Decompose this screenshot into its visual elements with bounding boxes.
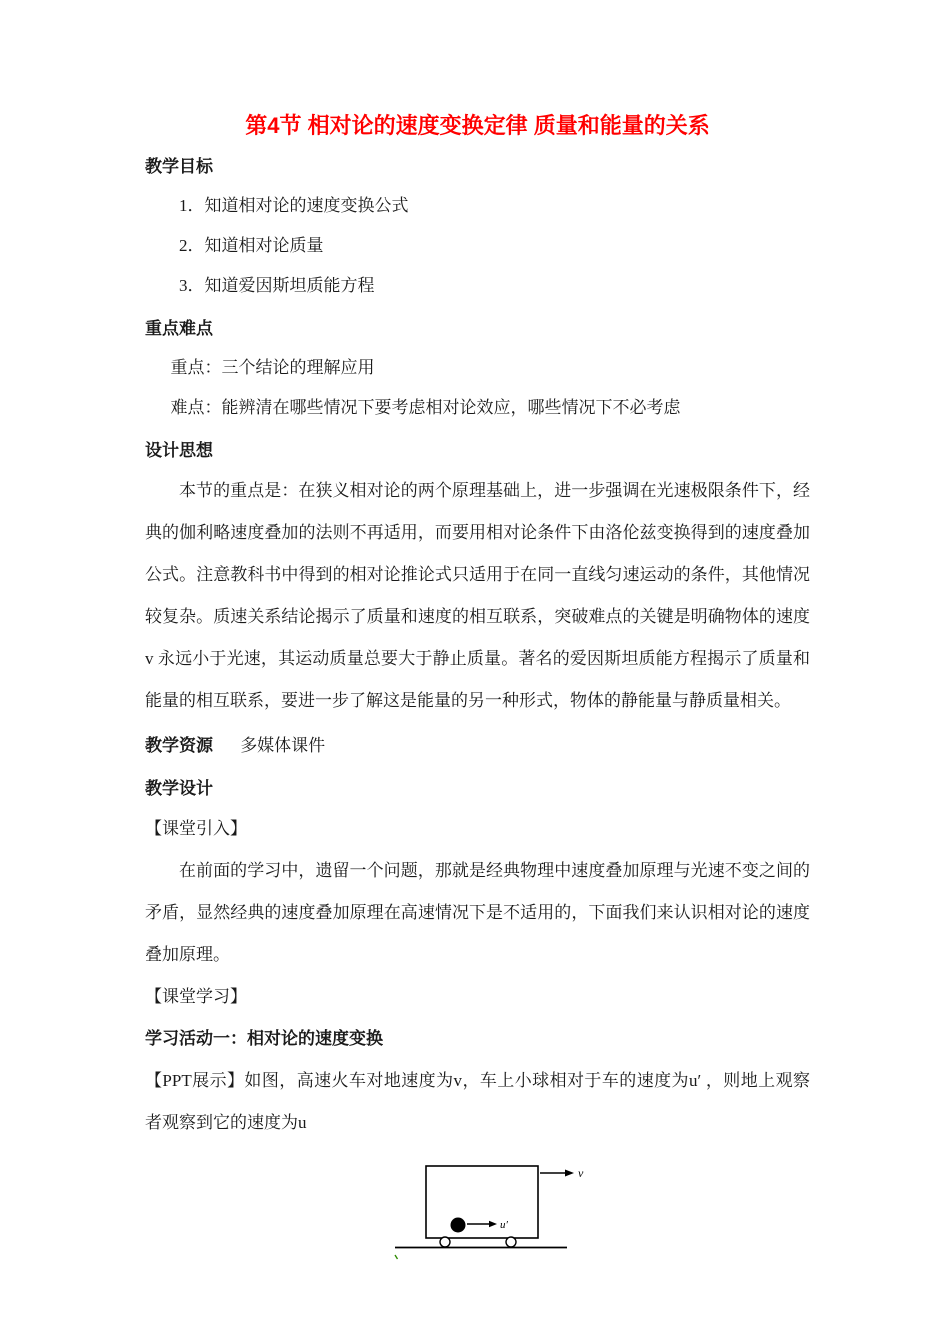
resources-row — [145, 726, 810, 766]
goal-item-2: 2．知道相对论质量 — [179, 236, 324, 255]
intro-paragraph: 在前面的学习中，遗留一个问题，那就是经典物理中速度叠加原理与光速不变之间的矛盾，显然经典的速度叠加原理在高速情况下是不适用的，下面我们来认识相对论的速度叠加原理。 — [145, 861, 810, 964]
stray-tick-mark — [395, 1255, 398, 1259]
train-wheel-right — [506, 1237, 516, 1247]
keypoint-item-2: 难点：能辨清在哪些情况下要考虑相对论效应，哪些情况下不必考虑 — [170, 398, 681, 417]
train-figure-svg — [393, 1158, 603, 1266]
train-speed-label: v — [578, 1166, 584, 1180]
train-velocity-arrowhead — [565, 1170, 574, 1177]
design-paragraph: 本节的重点是：在狭义相对论的两个原理基础上，进一步强调在光速极限条件下，经典的伽利略速度叠加的法则不再适用，而要用相对论条件下由洛伦兹变换得到的速度叠加公式。注意教科书中得到的相对论推论式只适用于在同一直线匀速运动的条件，其他情况较复杂。质速关系结论揭示了质量和速度的相互联系，突破难点的关键是明确物体的速度v 永远小于光速，其运动质量总要大于静止质量。著名的爱因斯坦质能方程揭示了质量和能量的相互联系，要进一步了解这是能量的另一种形式，物体的静能量与静质量相关。 — [145, 481, 810, 710]
ball — [451, 1218, 466, 1233]
train-figure — [393, 1158, 810, 1271]
train-wheel-left — [440, 1237, 450, 1247]
keypoint-item-1: 重点：三个结论的理解应用 — [170, 358, 375, 377]
intro-heading: 【课堂引入】 — [145, 819, 247, 838]
section-heading-keypoints: 重点难点 — [145, 319, 213, 338]
section-heading-teaching-design: 教学设计 — [145, 779, 213, 798]
section-heading-resources: 教学资源 — [145, 736, 213, 755]
ppt-paragraph: 【PPT展示】如图，高速火车对地速度为v，车上小球相对于车的速度为u′ ，则地上观察者观察到它的速度为u — [145, 1071, 810, 1132]
section-heading-goals: 教学目标 — [145, 157, 213, 176]
activity-heading: 学习活动一：相对论的速度变换 — [145, 1029, 383, 1048]
train-car — [426, 1166, 538, 1238]
ball-speed-label: u′ — [500, 1219, 508, 1231]
goal-item-1: 1．知道相对论的速度变换公式 — [179, 196, 409, 215]
goal-item-3: 3．知道爱因斯坦质能方程 — [179, 276, 375, 295]
learning-heading: 【课堂学习】 — [145, 987, 247, 1006]
page-title: 第4节 相对论的速度变换定律 质量和能量的关系 — [245, 113, 710, 138]
resources-value: 多媒体课件 — [240, 736, 326, 755]
section-heading-design: 设计思想 — [145, 441, 213, 460]
